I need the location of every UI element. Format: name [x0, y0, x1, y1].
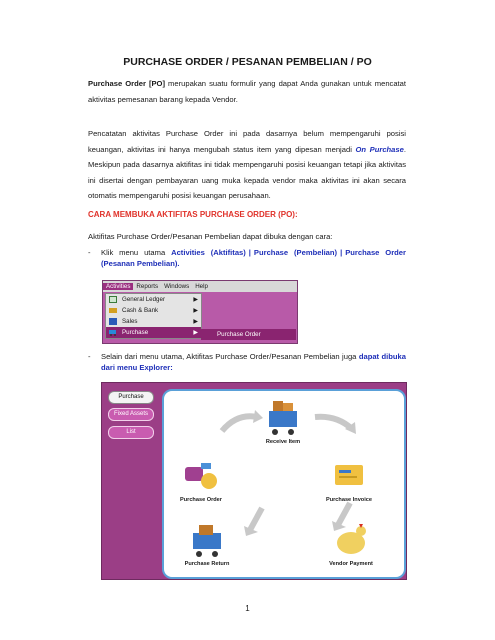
- path-separator: |: [248, 248, 251, 257]
- paragraph-intro: [88, 76, 406, 107]
- menu-screenshot: [102, 280, 298, 344]
- menu-item-cash-bank[interactable]: [106, 305, 201, 316]
- page-number: 1: [245, 604, 250, 613]
- path-activities: Activities (Aktifitas): [171, 248, 246, 257]
- bullet-dash: -: [88, 352, 91, 361]
- node-purchase-return[interactable]: [172, 521, 242, 567]
- intro-line: Aktifitas Purchase Order/Pesanan Pembelian dapat dibuka dengan cara:: [88, 232, 333, 241]
- on-purchase-emphasis: On Purchase: [355, 144, 404, 154]
- menu-activities[interactable]: Activities: [103, 283, 133, 290]
- menu-item-label: Sales: [122, 318, 138, 325]
- paragraph-status-text: Pencatatan aktivitas Purchase Order ini pada dasarnya belum mempengaruhi posisi keuangan, aktivitas ini hanya mengubah status item yang dipesan menjadi: [88, 129, 406, 154]
- side-button-list[interactable]: List: [108, 426, 154, 439]
- path-separator-2: |: [340, 248, 343, 257]
- paragraph-status: [88, 126, 406, 204]
- path-end: .: [177, 258, 180, 268]
- invoice-icon: [329, 457, 369, 495]
- paragraph-intro-text: merupakan suatu formulir yang dapat Anda gunakan untuk mencatat aktivitas pemesanan barang kepada Vendor.: [88, 79, 407, 104]
- node-label: Receive Item: [265, 439, 301, 445]
- menu-item-label: General Ledger: [122, 296, 165, 303]
- submenu-arrow-icon: ▶: [193, 319, 198, 325]
- node-vendor-payment[interactable]: [316, 521, 386, 567]
- flow-arrow-icon: [312, 409, 357, 434]
- bullet-text: Klik menu utama: [101, 248, 172, 257]
- node-label: Purchase Invoice: [325, 497, 372, 503]
- node-purchase-order[interactable]: [166, 457, 236, 503]
- menu-item-sales[interactable]: [106, 316, 201, 327]
- return-cart-icon: [187, 521, 227, 559]
- submenu-purchase-order[interactable]: Purchase Order: [201, 329, 296, 340]
- bullet-main-menu-text: [101, 248, 406, 269]
- menu-item-label: Purchase: [122, 329, 149, 336]
- cart-icon: [263, 399, 303, 437]
- purchase-icon: [109, 329, 117, 336]
- submenu-arrow-icon: ▶: [193, 330, 198, 336]
- explorer-screenshot: [101, 382, 407, 580]
- menu-reports[interactable]: Reports: [136, 283, 159, 290]
- node-label: Vendor Payment: [329, 561, 373, 567]
- explorer-flow-panel: [162, 389, 406, 579]
- node-label: Purchase Return: [184, 561, 230, 567]
- side-button-purchase[interactable]: Purchase: [108, 391, 154, 404]
- node-purchase-invoice[interactable]: [314, 457, 384, 503]
- submenu-arrow-icon: ▶: [193, 308, 198, 314]
- menu-item-general-ledger[interactable]: [106, 294, 201, 305]
- menu-item-label: Cash & Bank: [122, 307, 159, 314]
- cash-icon: [109, 307, 117, 314]
- section-heading: CARA MEMBUKA AKTIFITAS PURCHASE ORDER (PO):: [88, 210, 298, 219]
- submenu-arrow-icon: ▶: [193, 297, 198, 303]
- hen-icon: [331, 521, 371, 559]
- menu-item-purchase[interactable]: [106, 327, 201, 338]
- menu-windows[interactable]: Windows: [164, 283, 190, 290]
- bullet-explorer-text: [101, 352, 406, 373]
- menu-help[interactable]: Help: [195, 283, 208, 290]
- activities-dropdown: [105, 293, 202, 339]
- bullet-main-menu: [88, 248, 406, 269]
- ledger-icon: [109, 296, 117, 303]
- page-title: PURCHASE ORDER / PESANAN PEMBELIAN / PO: [123, 56, 372, 68]
- paragraph-status-text-end: . Meskipun pada dasarnya aktifitas ini tidak mempengaruhi posisi keuangan tetapi jika aktivitas ini disertai dengan pembayaran uang muka kepada vendor maka aktivitas ini akan secara otomatis mempengaruhi posisi keuangan perusahaan.: [88, 144, 406, 200]
- po-term: Purchase Order [PO]: [88, 79, 165, 88]
- phone-order-icon: [181, 457, 221, 495]
- path-purchase-order: Purchase Order (Pesanan Pembelian): [101, 248, 406, 268]
- sales-icon: [109, 318, 117, 325]
- node-receive-item[interactable]: [248, 399, 318, 445]
- bullet-dash: -: [88, 248, 91, 257]
- node-label: Purchase Order: [180, 497, 222, 503]
- bullet-explorer: [88, 352, 406, 373]
- bullet-text: Selain dari menu utama, Aktifitas Purchase Order/Pesanan Pembelian juga: [101, 352, 359, 361]
- menubar: [103, 281, 297, 292]
- explorer-highlight: dapat dibuka dari menu Explorer:: [101, 352, 406, 372]
- side-button-fixed-assets[interactable]: Fixed Assets: [108, 408, 154, 421]
- path-purchase: Purchase (Pembelian): [253, 248, 338, 257]
- flow-arrow-icon: [244, 506, 266, 536]
